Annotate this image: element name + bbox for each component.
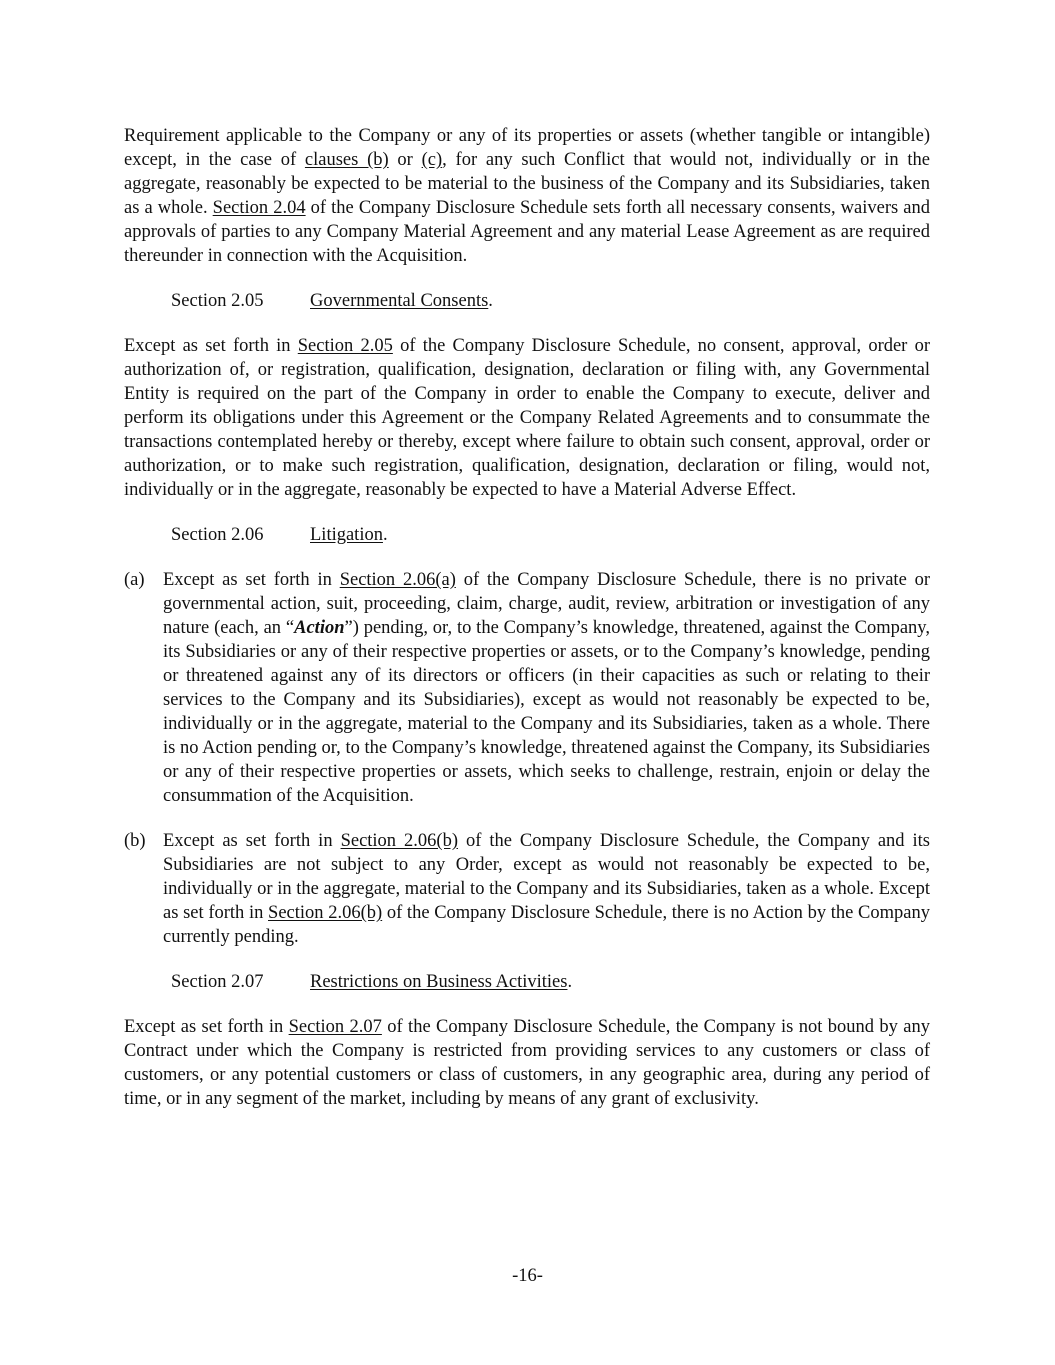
section-2-06b-reference: Section 2.06(b) [268,903,383,923]
section-2-06b-reference: Section 2.06(b) [340,831,458,851]
section-2-06-heading: Section 2.06 Litigation. [171,525,388,545]
section-title: Litigation [310,525,383,545]
defined-term-action: Action [294,618,345,638]
section-2-07-heading: Section 2.07 Restrictions on Business Activities. [171,972,573,992]
section-2-05-heading: Section 2.05 Governmental Consents. [171,291,493,311]
section-2-07-reference: Section 2.07 [288,1017,382,1037]
list-label: (b) [124,831,146,851]
clause-c-reference: (c) [421,150,443,170]
clause-b-reference: clauses (b) [304,150,389,170]
paragraph-section-2-07: Except as set forth in Section 2.07 of the Company Disclosure Schedule, the Company is not bound by any Contract under which the Company is restricted from providing services to any customers or class of customers, or any potential customers or class of customers, in any geographic area, during any period of time, or in any segment of the market, including by means of any grant of exclusivity. [124,1017,930,1109]
section-number: Section 2.05 [171,291,264,311]
section-number: Section 2.07 [171,972,264,992]
section-2-05-reference: Section 2.05 [297,336,393,356]
section-title: Governmental Consents [310,291,489,311]
paragraph-section-2-05: Except as set forth in Section 2.05 of the Company Disclosure Schedule, no consent, approval, order or authorization of, or registration, qualification, designation, declaration or filing with, any Governmental Entity is required on the part of the Company in order to enable the Company to execute, deliver and perform its obligations under this Agreement or the Company Related Agreements and to consummate the transactions contemplated hereby or thereby, except where failure to obtain such consent, approval, order or authorization, or to make such registration, qualification, designation, declaration or filing, would not, individually or in the aggregate, reasonably be expected to have a Material Adverse Effect. [124,336,930,500]
section-2-04-reference: Section 2.04 [212,198,306,218]
list-item-b: (b) Except as set forth in Section 2.06(b) of the Company Disclosure Schedule, the Company and its Subsidiaries are not subject to any Order, except as would not reasonably be expected to be, individually or in the aggregate, material to the Company and its Subsidiaries, taken as a whole. Except as set forth in Section 2.06(b) of the Company Disclosure Schedule, there is no Action by the Company currently pending. [124,831,931,947]
section-2-06a-reference: Section 2.06(a) [339,570,456,590]
paragraph-section-2-04-continuation: Requirement applicable to the Company or any of its properties or assets (whether tangible or intangible) except, in the case of clauses (b) or (c), for any such Conflict that would not, individually or in the aggregate, reasonably be expected to be material to the business of the Company and its Subsidiaries, taken as a whole. Section 2.04 of the Company Disclosure Schedule sets forth all necessary consents, waivers and approvals of parties to any Company Material Agreement and any material Lease Agreement as are required thereunder in connection with the Acquisition. [124,126,930,266]
section-number: Section 2.06 [171,525,264,545]
section-title: Restrictions on Business Activities [310,972,568,992]
list-label: (a) [124,570,145,590]
page-number: -16- [512,1266,543,1286]
list-item-a: (a) Except as set forth in Section 2.06(a) of the Company Disclosure Schedule, there is no private or governmental action, suit, proceeding, claim, charge, audit, review, arbitration or investigation of any nature (each, an “Action”) pending, or, to the Company’s knowledge, threatened, against the Company, its Subsidiaries or any of their respective properties or assets, or to the Company’s knowledge, pending or threatened against any of its directors or officers (in their capacities as such or relating to their services to the Company and its Subsidiaries), except as would not reasonably be expected to be, individually or in the aggregate, material to the Company and its Subsidiaries, taken as a whole. There is no Action pending or, to the Company’s knowledge, threatened against the Company, its Subsidiaries or any of their respective properties or assets, which seeks to challenge, restrain, enjoin or delay the consummation of the Acquisition. [124,570,930,806]
document-body [124,124,930,1111]
